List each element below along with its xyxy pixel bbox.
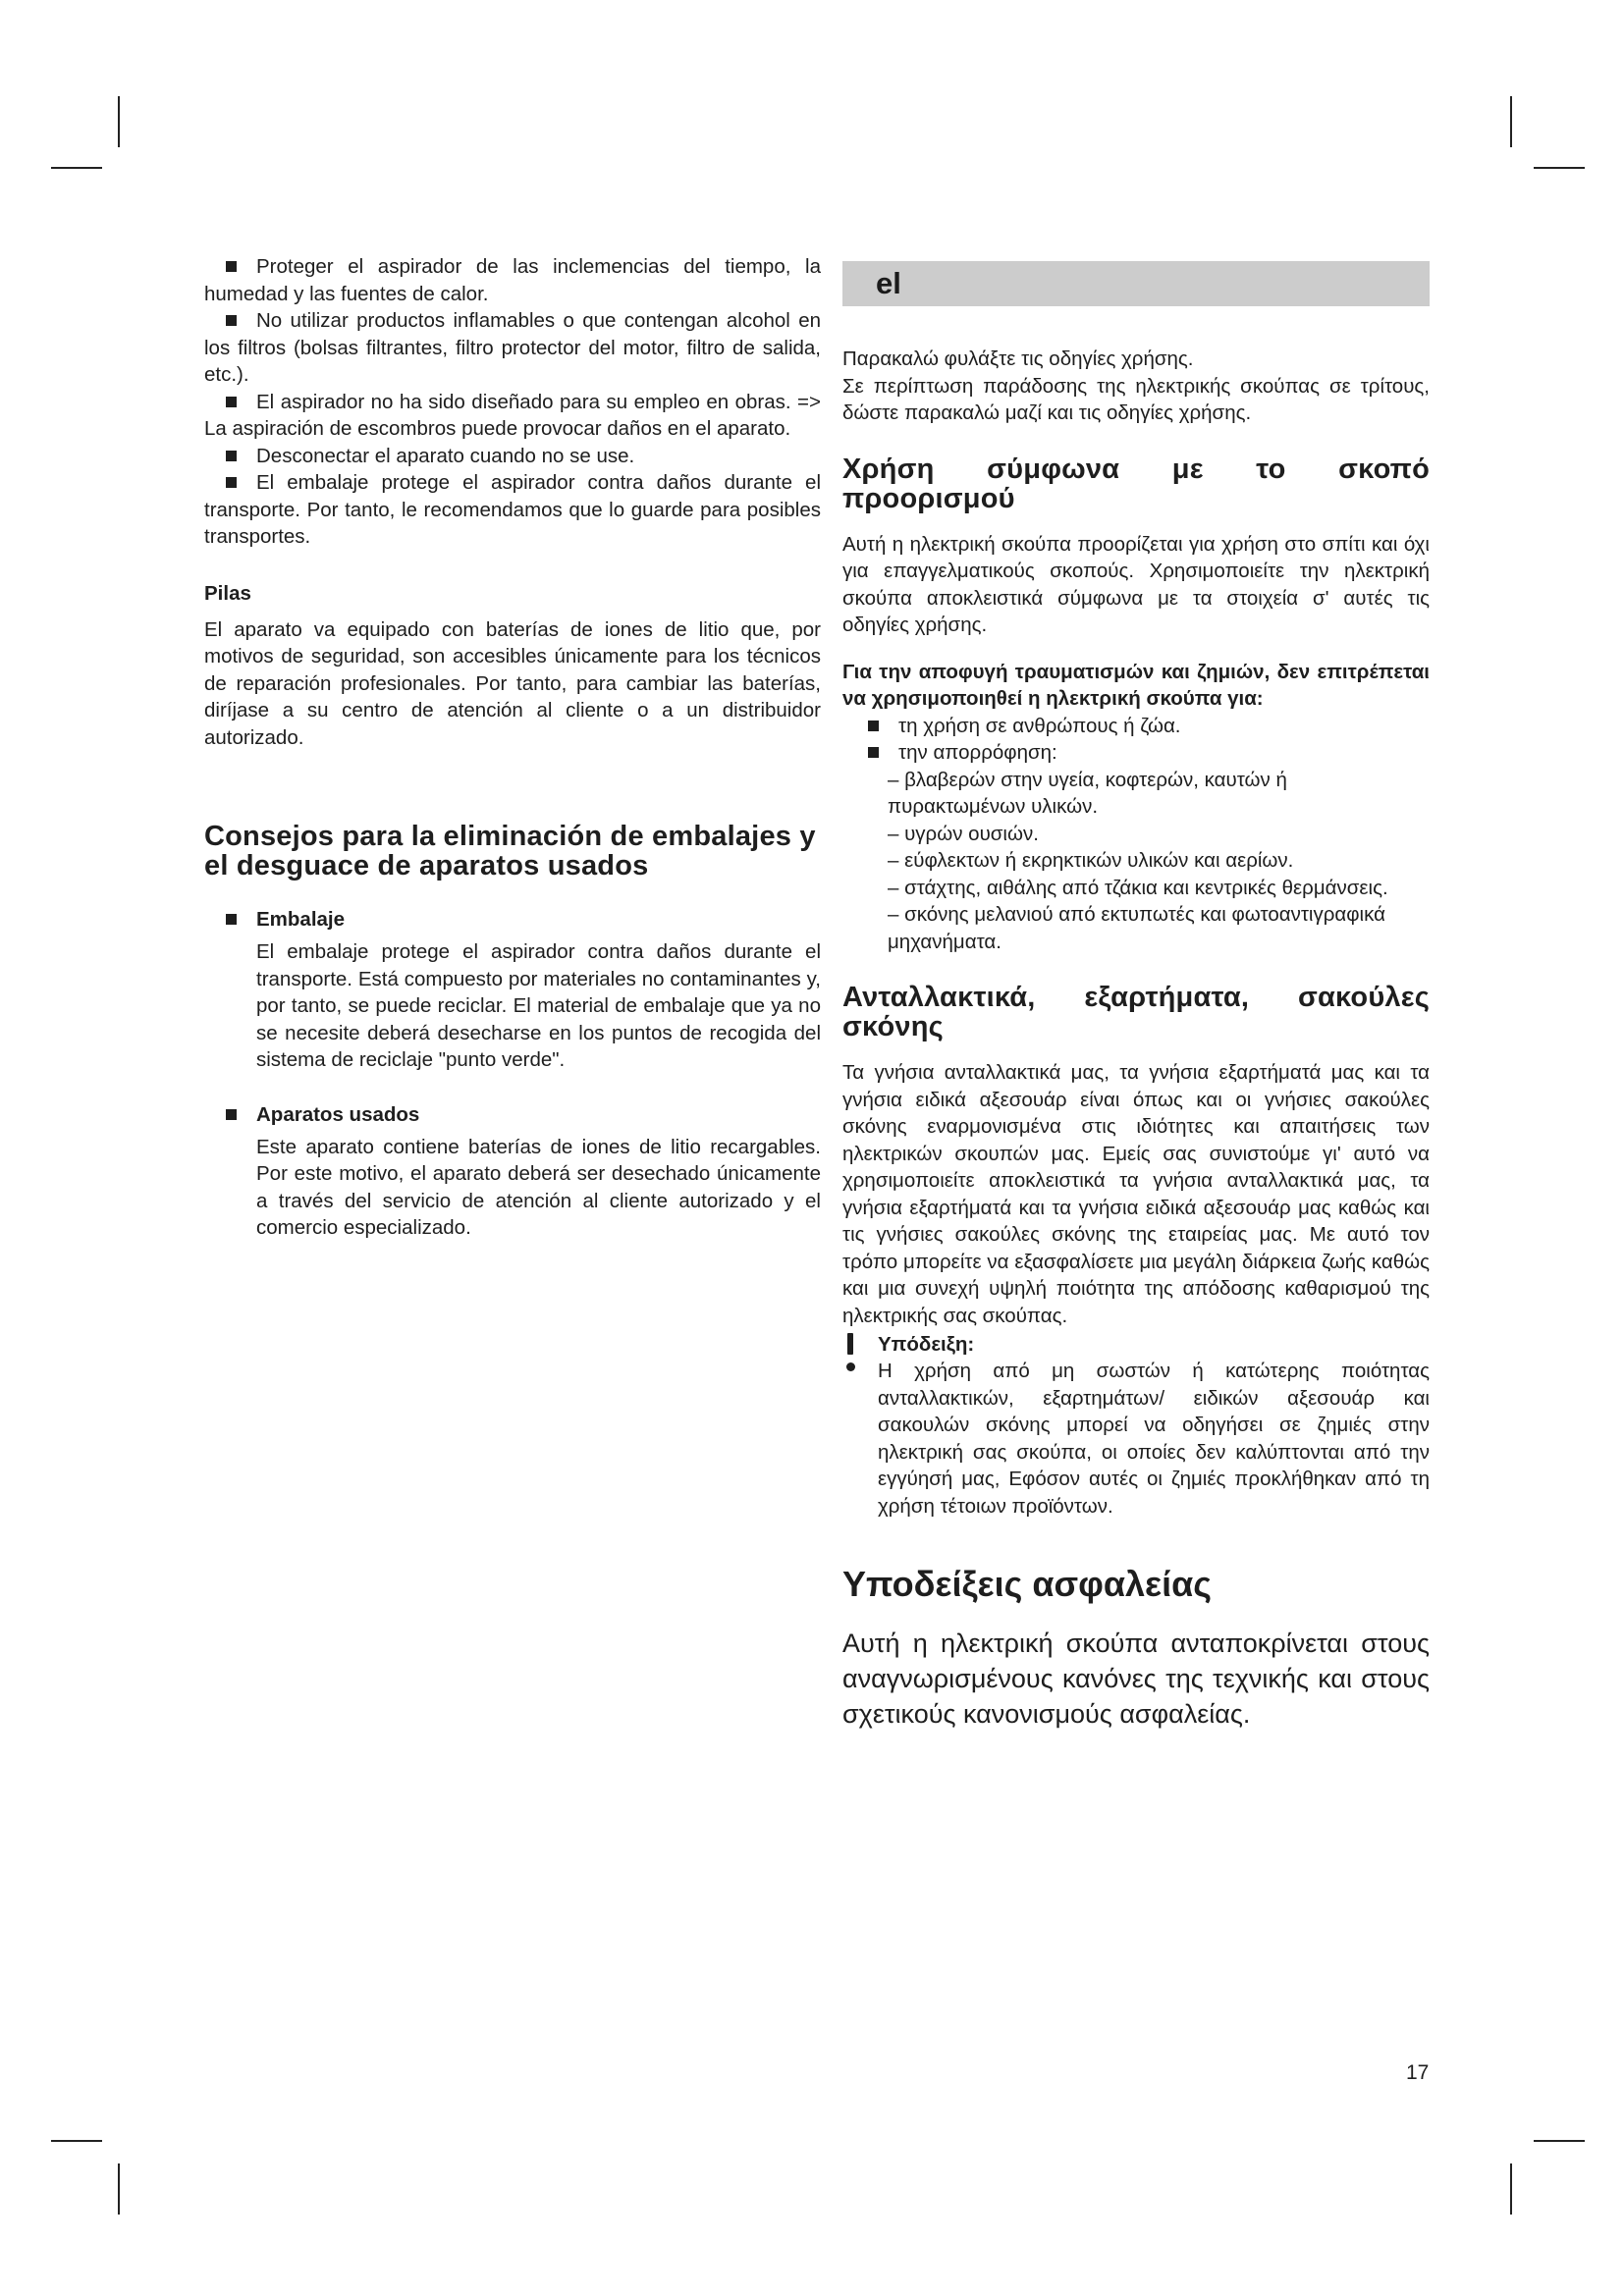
square-bullet-icon xyxy=(226,477,237,488)
list-item: El embalaje protege el aspirador contra daños durante el transporte. Por tanto, le recomendamos que lo guarde para posibles transportes. xyxy=(204,471,821,548)
pilas-section xyxy=(204,580,821,752)
dash-item: – εύφλεκτων ή εκρηκτικών υλικών και αερίων. xyxy=(888,849,1294,872)
crop-mark xyxy=(1534,167,1585,169)
language-tab: el xyxy=(842,261,1430,306)
dash-item: – σκόνης μελανιού από εκτυπωτές και φωτοαντιγραφικά μηχανήματα. xyxy=(888,903,1385,953)
square-bullet-icon xyxy=(868,747,879,758)
square-bullet-icon xyxy=(226,261,237,272)
square-bullet-icon xyxy=(868,721,879,731)
page-number: 17 xyxy=(1406,2061,1430,2084)
crop-mark xyxy=(1534,2140,1585,2142)
list-item: Proteger el aspirador de las inclemencias del tiempo, la humedad y las fuentes de calor. xyxy=(204,255,821,305)
dash-item: – βλαβερών στην υγεία, κοφτερών, καυτών ή πυρακτωμένων υλικών. xyxy=(888,768,1287,818)
embalaje-title-row: Embalaje xyxy=(204,906,821,933)
safety-text: Αυτή η ηλεκτρική σκούπα ανταποκρίνεται στους αναγνωρισμένους κανόνες της τεχνικής και στους σχετικούς κανονισμούς ασφαλείας. xyxy=(842,1629,1430,1729)
aparatos-title-row: Aparatos usados xyxy=(204,1101,821,1128)
usage-warning: Για την αποφυγή τραυματισμών και ζημιών, δεν επιτρέπεται να χρησιμοποιηθεί η ηλεκτρική σκούπα για: xyxy=(842,660,1430,710)
parts-text: Τα γνήσια ανταλλακτικά μας, τα γνήσια εξαρτήματά μας και τα γνήσια ειδικά αξεσουάρ είναι όπως και οι γνήσιες σακούλες σκόνης εναρμονισμένα στις ιδιότητες και απαιτήσεις των ηλεκτρικών σκουπών μας. Εμείς σας συνιστούμε γι' αυτό να χρησιμοποιείτε αποκλειστικά τα γνήσια ανταλλακτικά μας, τα γνήσια εξαρτήματά και τα γνήσια ειδικά αξεσουάρ μας καθώς και τις γνήσιες σακούλες σκόνης της εταιρείας μας. Με αυτό τον τρόπο μπορείτε να εξασφαλίσετε μια μεγάλη διάρκεια ζωής καθώς και μια συνεχή υψηλή ποιότητα της απόδοσης καθαρισμού της ηλεκτρικής σας σκούπας. xyxy=(842,1061,1430,1327)
disposal-section xyxy=(204,822,821,1242)
disposal-heading: Consejos para la eliminación de embalajes y el desguace de aparatos usados xyxy=(204,821,816,881)
crop-mark xyxy=(1510,2163,1512,2215)
intro-line-1: Παρακαλώ φυλάξτε τις οδηγίες χρήσης. xyxy=(842,347,1194,370)
aparatos-text: Este aparato contiene baterías de iones de litio recargables. Por este motivo, el aparato deberá ser desechado únicamente a través del servicio de atención al cliente autorizado y el comercio especializado. xyxy=(256,1135,821,1239)
embalaje-text: El embalaje protege el aspirador contra daños durante el transporte. Está compuesto por materiales no contaminantes y, por tanto, se puede reciclar. El material de embalaje que ya no se necesite deberá desecharse en los puntos de recogida del sistema de reciclaje "punto verde". xyxy=(256,940,821,1071)
square-bullet-icon xyxy=(226,1109,237,1120)
list-item: Desconectar el aparato cuando no se use. xyxy=(204,443,821,470)
pilas-heading: Pilas xyxy=(204,581,251,605)
crop-mark xyxy=(118,2163,120,2215)
usage-section xyxy=(842,454,1430,956)
square-bullet-icon xyxy=(226,315,237,326)
list-item: τη χρήση σε ανθρώπους ή ζώα. xyxy=(842,713,1430,740)
crop-mark xyxy=(51,167,102,169)
note-title: Υπόδειξη: xyxy=(878,1333,975,1356)
spanish-column xyxy=(204,253,821,1242)
safety-heading: Υποδείξεις ασφαλείας xyxy=(842,1564,1212,1604)
crop-mark xyxy=(51,2140,102,2142)
square-bullet-icon xyxy=(226,451,237,461)
crop-mark xyxy=(118,96,120,147)
parts-heading: Ανταλλακτικά, εξαρτήματα, σακούλες σκόνης xyxy=(842,982,1430,1042)
safety-bullet-list xyxy=(204,253,821,551)
greek-column xyxy=(842,259,1430,1732)
intro-line-2: Σε περίπτωση παράδοσης της ηλεκτρικής σκούπας σε τρίτους, δώστε παρακαλώ μαζί και τις οδηγίες χρήσης. xyxy=(842,374,1430,424)
usage-heading: Χρήση σύμφωνα με το σκοπό προορισμού xyxy=(842,453,1430,514)
note-block xyxy=(842,1331,1430,1520)
pilas-text: El aparato va equipado con baterías de iones de litio que, por motivos de seguridad, son accesibles únicamente para los técnicos de reparación profesionales. Por tanto, para cambiar las baterías, diríjase a su centro de atención al cliente o a un distribuidor autorizado. xyxy=(204,617,821,749)
crop-mark xyxy=(1510,96,1512,147)
list-item: την απορρόφηση: xyxy=(842,739,1430,767)
list-item: El aspirador no ha sido diseñado para su empleo en obras. => La aspiración de escombros puede provocar daños en el aparato. xyxy=(204,390,821,440)
list-item: No utilizar productos inflamables o que contengan alcohol en los filtros (bolsas filtrantes, filtro protector del motor, filtro de salida, etc.). xyxy=(204,309,821,386)
exclamation-icon xyxy=(842,1331,862,1380)
dash-item: – στάχτης, αιθάλης από τζάκια και κεντρικές θερμάνσεις. xyxy=(888,876,1388,899)
usage-text: Αυτή η ηλεκτρική σκούπα προορίζεται για χρήση στο σπίτι και όχι για επαγγελματικούς σκοπούς. Χρησιμοποιείτε την ηλεκτρική σκούπα αποκλειστικά σύμφωνα με τα στοιχεία σ' αυτές τις οδηγίες χρήσης. xyxy=(842,532,1430,636)
note-text: Η χρήση από μη σωστών ή κατώτερης ποιότητας ανταλλακτικών, εξαρτημάτων/ ειδικών αξεσουάρ και σακουλών σκόνης μπορεί να οδηγήσει σε ζημιές στην ηλεκτρική σας σκούπα, οι οποίες δεν καλύπτονται από την εγγύησή μας, Εφόσον αυτές οι ζημιές προκλήθηκαν από τη χρήση τέτοιων προϊόντων. xyxy=(878,1360,1430,1518)
square-bullet-icon xyxy=(226,914,237,925)
square-bullet-icon xyxy=(226,397,237,407)
dash-item: – υγρών ουσιών. xyxy=(888,822,1039,845)
safety-section xyxy=(842,1565,1430,1732)
parts-section xyxy=(842,983,1430,1520)
